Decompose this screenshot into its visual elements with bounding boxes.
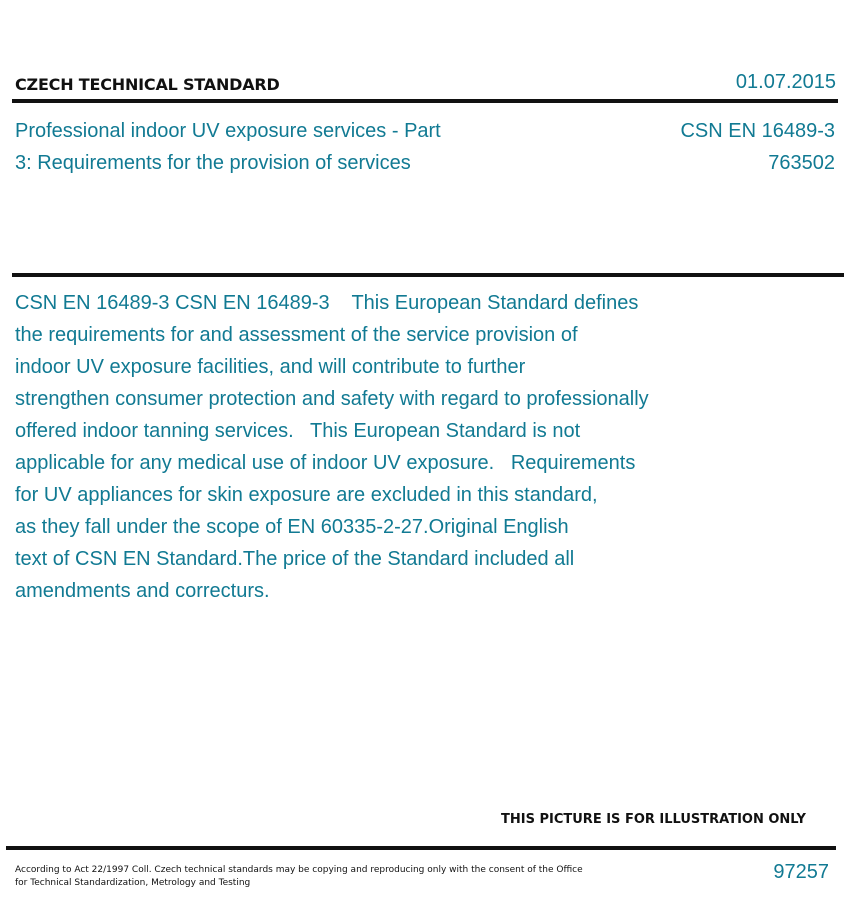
publication-date: 01.07.2015 [735, 71, 836, 93]
standard-type-label: CZECH TECHNICAL STANDARD [15, 75, 280, 94]
abstract-line: indoor UV exposure facilities, and will contribute to further [15, 356, 526, 378]
illustration-notice: THIS PICTURE IS FOR ILLUSTRATION ONLY [501, 812, 806, 827]
title-line: 3: Requirements for the provision of services [15, 152, 411, 174]
abstract-line: strengthen consumer protection and safety with regard to professionally [15, 388, 649, 410]
abstract-line: as they fall under the scope of EN 60335-2-27.Original English [15, 516, 569, 538]
top-divider [12, 99, 838, 103]
legal-line: for Technical Standardization, Metrology and Testing [15, 878, 251, 888]
abstract-line: the requirements for and assessment of the service provision of [15, 324, 578, 346]
middle-divider [12, 273, 844, 277]
standard-title [15, 115, 495, 179]
bottom-divider [6, 846, 836, 850]
abstract-line: CSN EN 16489-3 CSN EN 16489-3 This European Standard defines [15, 292, 639, 314]
title-line: Professional indoor UV exposure services - Part [15, 120, 441, 142]
catalog-number: 763502 [768, 152, 835, 174]
abstract-line: offered indoor tanning services. This European Standard is not [15, 420, 581, 442]
document-id: 97257 [773, 861, 829, 883]
legal-notice [15, 864, 585, 890]
abstract-line: amendments and correcturs. [15, 580, 270, 602]
standard-codes [680, 115, 835, 179]
abstract-text [15, 287, 705, 607]
legal-line: According to Act 22/1997 Coll. Czech technical standards may be copying and reproducing only with the consent of the Office [15, 865, 583, 875]
abstract-line: applicable for any medical use of indoor UV exposure. Requirements [15, 452, 636, 474]
abstract-line: for UV appliances for skin exposure are excluded in this standard, [15, 484, 598, 506]
abstract-line: text of CSN EN Standard.The price of the Standard included all [15, 548, 575, 570]
standard-number: CSN EN 16489-3 [680, 120, 835, 142]
